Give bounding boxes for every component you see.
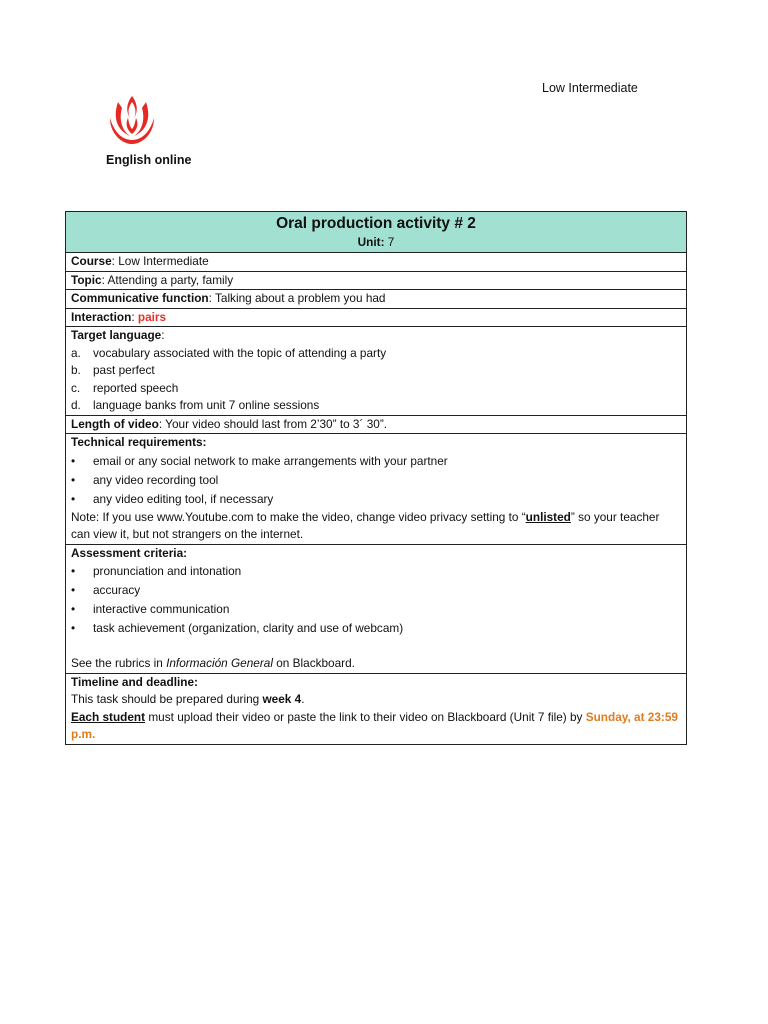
list-marker: d. — [71, 398, 81, 412]
technical-list — [71, 452, 681, 509]
university-logo-icon — [104, 94, 160, 146]
list-item-text: vocabulary associated with the topic of attending a party — [93, 345, 387, 360]
list-item-text: task achievement (organization, clarity and use of webcam) — [93, 621, 404, 635]
timeline-label: Timeline and deadline: — [71, 674, 198, 689]
list-item-text: language banks from unit 7 online sessions — [93, 398, 320, 412]
topic-cell — [66, 271, 687, 290]
unit-label: Unit: — [357, 235, 385, 249]
target-language-sep: : — [161, 328, 165, 342]
course-cell — [66, 253, 687, 272]
length-label: Length of video — [71, 416, 159, 431]
brand-name: English online — [106, 153, 192, 167]
timeline-text-end: . — [301, 692, 305, 706]
bullet-icon: • — [71, 453, 76, 468]
function-label: Communicative function — [71, 291, 209, 305]
course-level-label: Low Intermediate — [542, 81, 638, 95]
list-item — [71, 600, 681, 619]
note-emphasis: unlisted — [525, 509, 571, 524]
list-marker: a. — [71, 345, 81, 360]
rubrics-text: See the rubrics in — [71, 656, 167, 670]
list-item-text: interactive communication — [93, 602, 230, 616]
bullet-icon: • — [71, 602, 76, 616]
timeline-cell — [66, 673, 687, 744]
rubrics-text-end: on Blackboard. — [272, 656, 355, 670]
bullet-icon: • — [71, 564, 76, 578]
list-item — [71, 345, 681, 363]
bullet-icon: • — [71, 621, 76, 635]
list-item — [71, 380, 681, 398]
list-item — [71, 619, 681, 638]
activity-header — [66, 212, 687, 253]
technical-cell — [66, 434, 687, 545]
assessment-row — [66, 544, 687, 673]
list-item-text: email or any social network to make arrangements with your partner — [93, 453, 448, 468]
activity-title: Oral production activity # 2 — [276, 215, 476, 232]
interaction-value: pairs — [137, 309, 167, 324]
note-text: Note: If you use www.Youtube.com to make the video, change video privacy setting to “ — [71, 509, 526, 524]
topic-value: : Attending a party, family — [101, 272, 234, 287]
list-item-text: accuracy — [93, 583, 141, 597]
assessment-list — [71, 562, 681, 638]
timeline-instructions: must upload their video or paste the link to their video on Blackboard (Unit 7 file) by — [145, 709, 586, 724]
timeline-text: This task should be prepared during — [71, 692, 263, 706]
timeline-deadline: Sunday, at 23:59 p.m. — [71, 709, 678, 741]
list-item-text: pronunciation and intonation — [93, 564, 242, 578]
technical-row — [66, 434, 687, 545]
bullet-icon: • — [71, 491, 76, 506]
length-row — [66, 415, 687, 434]
header-row — [66, 212, 687, 253]
activity-sheet — [65, 211, 687, 745]
target-language-list — [71, 345, 681, 415]
assessment-label: Assessment criteria: — [71, 545, 188, 560]
topic-label: Topic — [71, 272, 102, 287]
interaction-sep: : — [131, 309, 138, 324]
length-cell — [66, 415, 687, 434]
rubrics-note — [71, 655, 681, 673]
function-cell — [66, 290, 687, 309]
technical-note — [71, 509, 681, 544]
list-item-text: past perfect — [93, 363, 155, 377]
course-label: Course — [71, 254, 112, 268]
list-item — [71, 562, 681, 581]
interaction-row — [66, 308, 687, 327]
list-item — [71, 397, 681, 415]
bullet-icon: • — [71, 472, 76, 487]
timeline-week: week 4 — [262, 692, 302, 706]
interaction-cell — [66, 308, 687, 327]
unit-line — [71, 234, 681, 251]
target-language-cell — [66, 327, 687, 416]
list-item — [71, 490, 681, 509]
list-marker: b. — [71, 363, 81, 377]
list-item — [71, 581, 681, 600]
note-text-end: ” so your teacher can view it, but not strangers on the internet. — [71, 509, 660, 541]
timeline-line-2 — [71, 709, 681, 744]
course-row — [66, 253, 687, 272]
length-value: : Your video should last from 2’30” to 3´ 30”. — [158, 416, 388, 431]
list-item — [71, 452, 681, 471]
timeline-who: Each student — [71, 709, 146, 724]
function-value: : Talking about a problem you had — [208, 291, 386, 305]
timeline-row — [66, 673, 687, 744]
bullet-icon: • — [71, 583, 76, 597]
technical-label: Technical requirements: — [71, 435, 207, 449]
unit-value: 7 — [384, 235, 395, 249]
assessment-cell — [66, 544, 687, 673]
timeline-line-1 — [71, 691, 681, 709]
list-item-text: any video recording tool — [93, 472, 219, 487]
target-language-label: Target language — [71, 328, 162, 342]
target-language-row — [66, 327, 687, 416]
list-item-text: any video editing tool, if necessary — [93, 491, 274, 506]
list-item — [71, 362, 681, 380]
function-row — [66, 290, 687, 309]
rubrics-emphasis: Información General — [166, 656, 273, 670]
course-value: : Low Intermediate — [111, 254, 209, 268]
list-item — [71, 471, 681, 490]
topic-row — [66, 271, 687, 290]
list-item-text: reported speech — [93, 380, 179, 395]
list-marker: c. — [71, 380, 81, 395]
interaction-label: Interaction — [71, 309, 132, 324]
